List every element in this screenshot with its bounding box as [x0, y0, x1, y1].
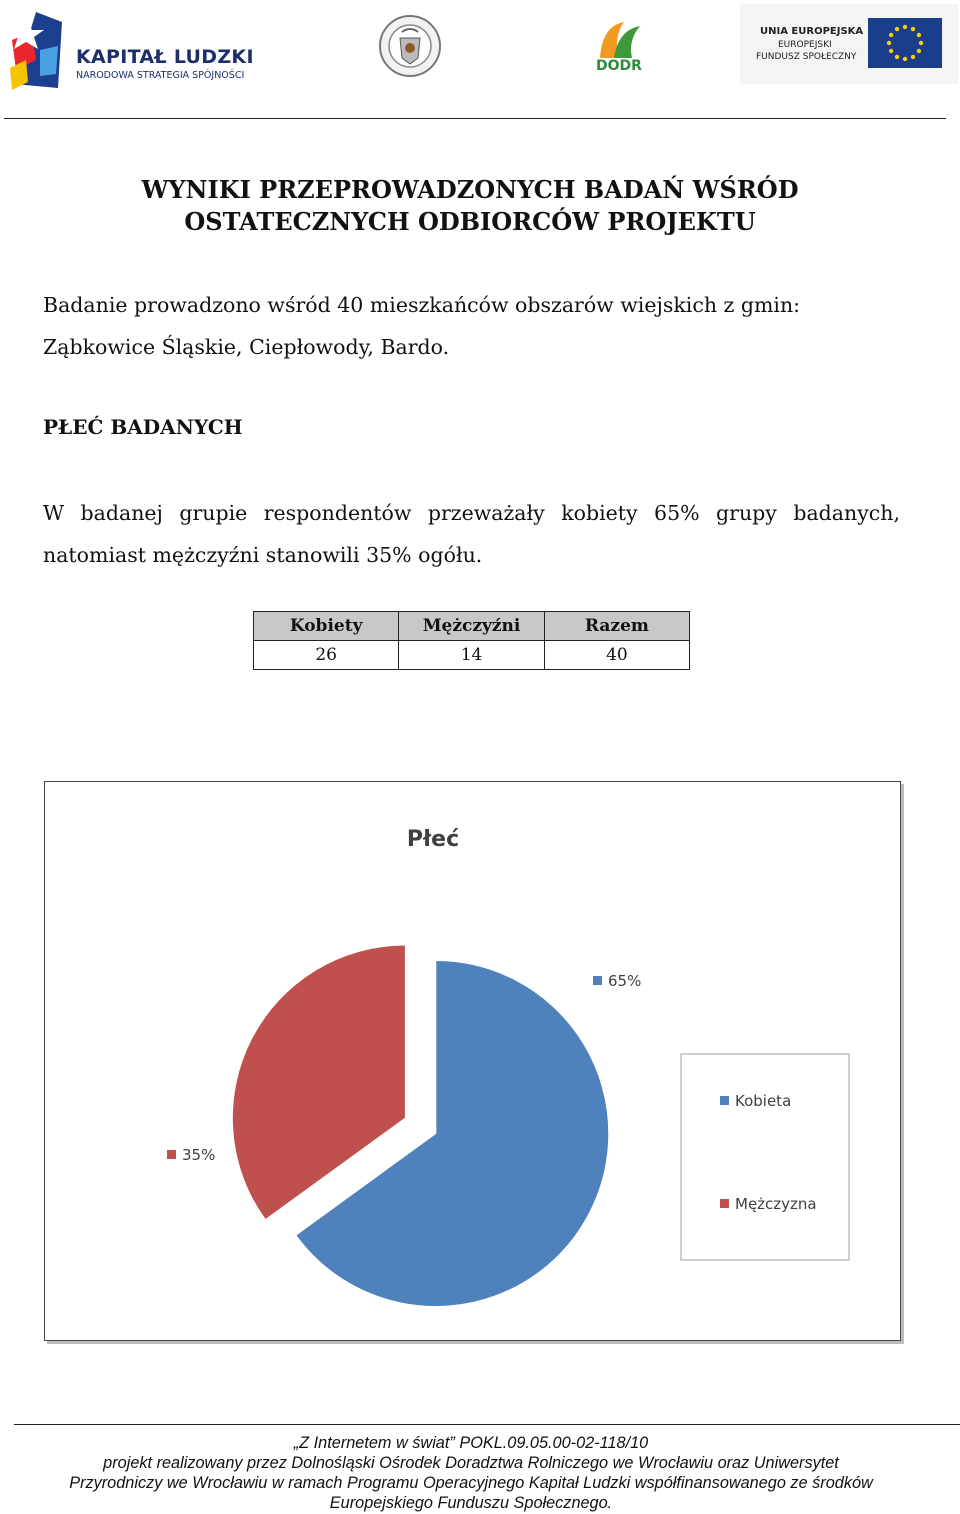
data-label-marker: [167, 1150, 176, 1159]
eu-star-icon: [903, 57, 907, 61]
table-header-cell: Kobiety: [254, 612, 399, 641]
eu-star-icon: [917, 49, 921, 53]
header-divider: [4, 118, 946, 119]
university-seal-icon: [378, 14, 442, 78]
title-line-1: WYNIKI PRZEPROWADZONYCH BADAŃ WŚRÓD: [141, 175, 799, 204]
legend-label: Kobieta: [735, 1092, 792, 1110]
footer-line: Przyrodniczy we Wrocławiu w ramach Programu Operacyjnego Kapitał Ludzki współfinansowanego ze środków: [69, 1474, 873, 1492]
table-cell: 26: [254, 641, 399, 670]
table-header-row: [254, 612, 690, 641]
dodr-logo-text: DODR: [596, 58, 642, 74]
eu-star-icon: [903, 25, 907, 29]
pie-chart: [45, 782, 900, 1340]
eu-star-icon: [919, 41, 923, 45]
efs-line1: EUROPEJSKI: [778, 40, 832, 50]
data-label: 35%: [182, 1146, 216, 1164]
title-line-2: OSTATECZNYCH ODBIORCÓW PROJEKTU: [184, 207, 756, 236]
gender-counts-table: [253, 611, 690, 670]
pie-chart-frame: [44, 781, 901, 1341]
chart-legend-box: [681, 1054, 849, 1260]
eu-star-icon: [895, 27, 899, 31]
footer-divider: [14, 1424, 960, 1425]
footer-line: projekt realizowany przez Dolnośląski Ośrodek Doradztwa Rolniczego we Wrocławiu oraz Uniwersytet: [103, 1454, 839, 1472]
dodr-logo: [594, 20, 644, 80]
kapital-ludzki-logo: [6, 10, 266, 92]
eu-star-icon: [889, 49, 893, 53]
summary-paragraph: W badanej grupie respondentów przeważały kobiety 65% grupy badanych, natomiast mężczyźni stanowili 35% ogółu.: [43, 501, 900, 567]
kapital-ludzki-emblem-icon: [6, 10, 66, 92]
eu-star-icon: [887, 41, 891, 45]
kapital-ludzki-name: KAPITAŁ LUDZKI: [76, 46, 254, 68]
footer-project-line: „Z Internetem w świat” POKL.09.05.00-02-118/10: [293, 1434, 649, 1452]
table-cell: 40: [544, 641, 689, 670]
table-cell: 14: [399, 641, 545, 670]
legend-marker: [720, 1199, 729, 1208]
intro-paragraph: Badanie prowadzono wśród 40 mieszkańców obszarów wiejskich z gmin: Ząbkowice Śląskie, Ciepłowody, Bardo.: [43, 293, 801, 359]
page-header: [0, 0, 960, 120]
data-label-marker: [593, 976, 602, 985]
university-seal-logo: [378, 14, 442, 78]
data-label: 65%: [608, 972, 642, 990]
eu-flag-icon: [868, 18, 942, 68]
eu-star-icon: [911, 55, 915, 59]
table-header-cell: Mężczyźni: [399, 612, 545, 641]
dodr-leaf-icon: [594, 20, 644, 60]
document-title: [0, 174, 940, 238]
legend-marker: [720, 1096, 729, 1105]
eu-name: UNIA EUROPEJSKA: [760, 26, 864, 37]
efs-line2: FUNDUSZ SPOŁECZNY: [756, 52, 857, 62]
eu-star-icon: [917, 33, 921, 37]
eu-star-icon: [889, 33, 893, 37]
eu-star-icon: [911, 27, 915, 31]
table-header-cell: Razem: [544, 612, 689, 641]
eu-efs-logo: [740, 4, 958, 84]
footer-line: Europejskiego Funduszu Społecznego.: [329, 1494, 613, 1512]
eu-star-icon: [895, 55, 899, 59]
table-row: [254, 641, 690, 670]
chart-title: Płeć: [406, 827, 460, 852]
kapital-ludzki-tagline: NARODOWA STRATEGIA SPÓJNOŚCI: [76, 70, 245, 81]
section-heading: PŁEĆ BADANYCH: [43, 415, 243, 439]
legend-label: Mężczyzna: [735, 1195, 817, 1213]
page-footer: [0, 1433, 942, 1513]
